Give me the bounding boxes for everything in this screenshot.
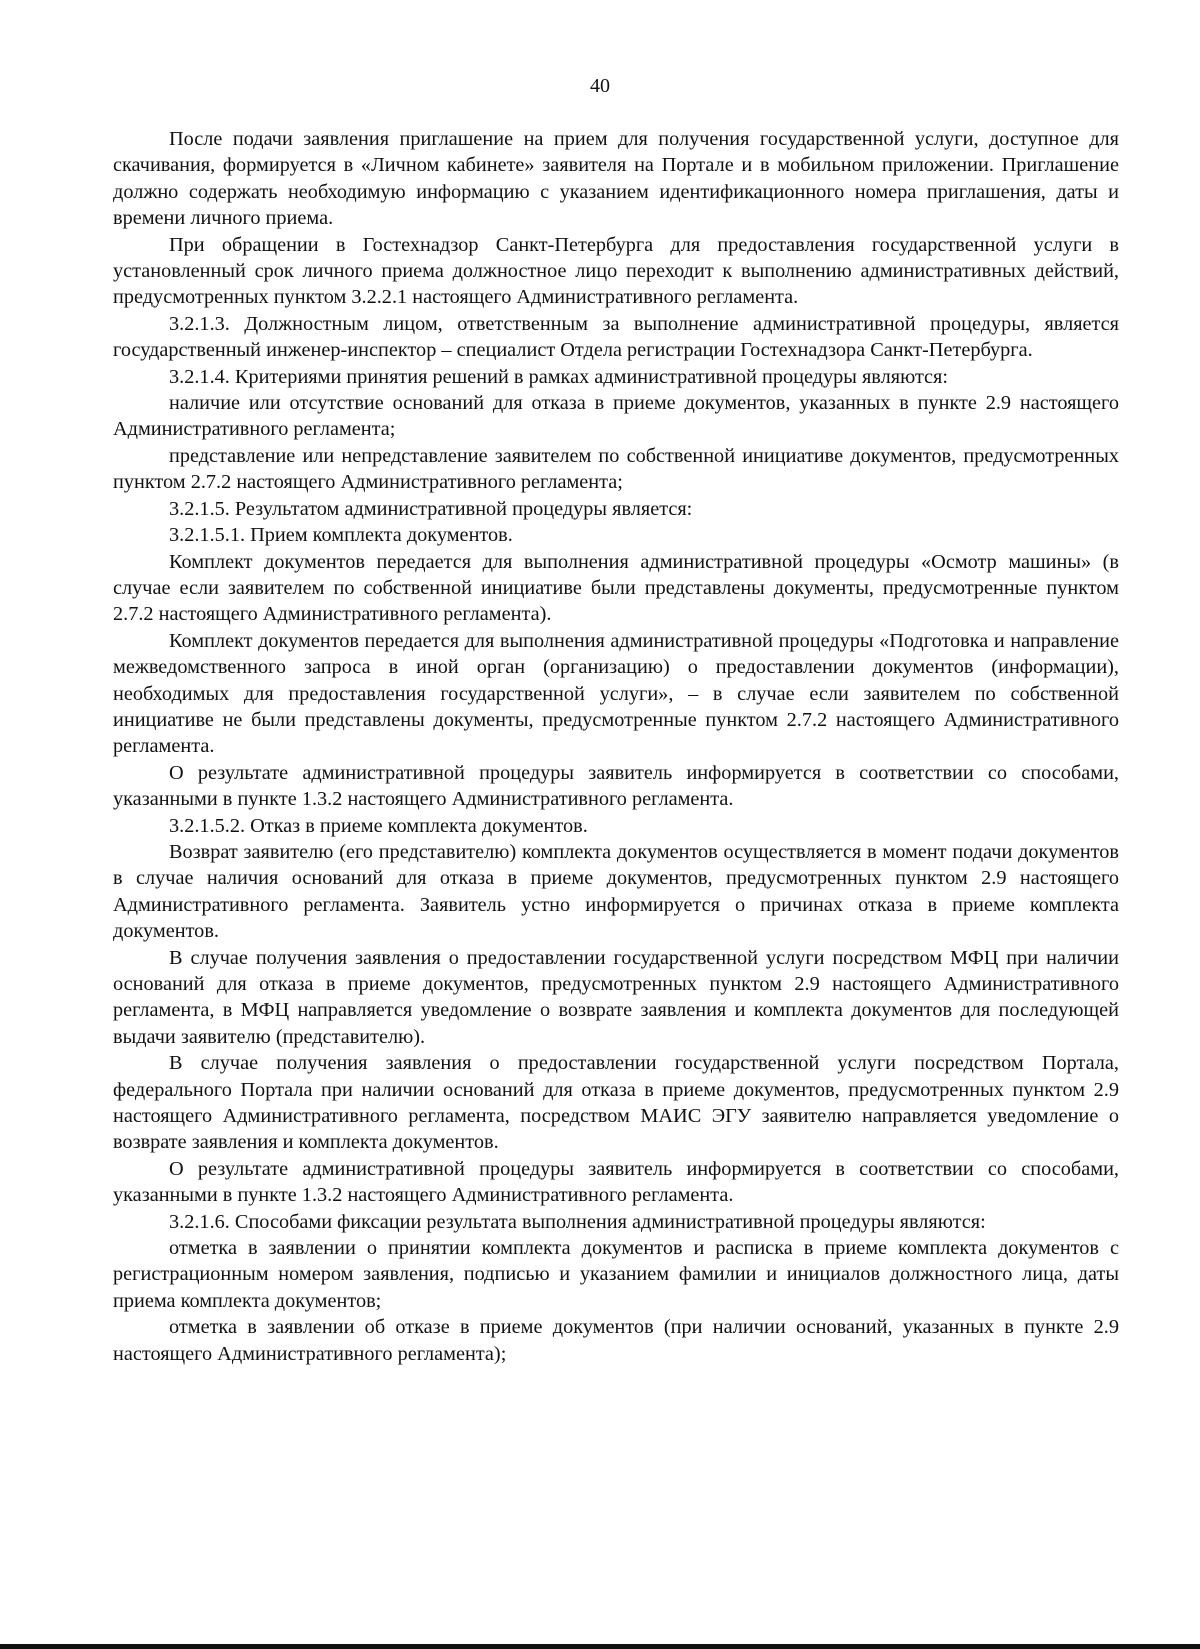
document-body (113, 126, 1119, 1367)
paragraph: Комплект документов передается для выполнения административной процедуры «Подготовка и направление межведомственного запроса в иной орган (организацию) о предоставлении документов (информации), необходимых для предоставления государственной услуги», – в случае если заявителем по собственной инициативе не были представлены документы, предусмотренные пунктом 2.7.2 настоящего Административного регламента. (113, 629, 1119, 758)
paragraph: При обращении в Гостехнадзор Санкт-Петербурга для предоставления государственной услуги в установленный срок личного приема должностное лицо переходит к выполнению административных действий, предусмотренных пунктом 3.2.2.1 настоящего Административного регламента. (113, 233, 1119, 309)
paragraph: 3.2.1.5. Результатом административной процедуры является: (169, 497, 693, 520)
paragraph: 3.2.1.5.2. Отказ в приеме комплекта документов. (169, 814, 588, 837)
paragraph: Возврат заявителю (его представителю) комплекта документов осуществляется в момент подачи документов в случае наличия оснований для отказа в приеме документов, предусмотренных пунктом 2.9 настоящего Административного регламента. Заявитель устно информируется о причинах отказа в приеме комплекта документов. (113, 840, 1119, 943)
paragraph: 3.2.1.6. Способами фиксации результата выполнения административной процедуры являются: (169, 1210, 986, 1233)
paragraph: О результате административной процедуры заявитель информируется в соответствии со способами, указанными в пункте 1.3.2 настоящего Административного регламента. (113, 761, 1119, 811)
paragraph: После подачи заявления приглашение на прием для получения государственной услуги, доступное для скачивания, формируется в «Личном кабинете» заявителя на Портале и в мобильном приложении. Приглашение должно содержать необходимую информацию с указанием идентификационного номера приглашения, даты и времени личного приема. (113, 128, 1119, 230)
scan-bottom-edge (0, 1644, 1200, 1649)
paragraph: О результате административной процедуры заявитель информируется в соответствии со способами, указанными в пункте 1.3.2 настоящего Административного регламента. (113, 1157, 1119, 1207)
page-number: 40 (590, 75, 610, 97)
paragraph: отметка в заявлении об отказе в приеме документов (при наличии оснований, указанных в пункте 2.9 настоящего Административного регламента); (113, 1316, 1119, 1365)
paragraph: В случае получения заявления о предоставлении государственной услуги посредством МФЦ при наличии оснований для отказа в приеме документов, предусмотренных пунктом 2.9 настоящего Административного регламента, в МФЦ направляется уведомление о возврате заявления и комплекта документов для последующей выдачи заявителю (представителю). (113, 946, 1119, 1048)
paragraph: Комплект документов передается для выполнения административной процедуры «Осмотр машины» (в случае если заявителем по собственной инициативе были представлены документы, предусмотренные пунктом 2.7.2 настоящего Административного регламента). (113, 550, 1119, 626)
paragraph: отметка в заявлении о принятии комплекта документов и расписка в приеме комплекта документов с регистрационным номером заявления, подписью и указанием фамилии и инициалов должностного лица, даты приема комплекта документов; (113, 1237, 1119, 1312)
paragraph: В случае получения заявления о предоставлении государственной услуги посредством Портала, федерального Портала при наличии оснований для отказа в приеме документов, предусмотренных пунктом 2.9 настоящего Административного регламента, посредством МАИС ЭГУ заявителю направляется уведомление о возврате заявления и комплекта документов. (113, 1052, 1119, 1154)
paragraph: наличие или отсутствие оснований для отказа в приеме документов, указанных в пункте 2.9 настоящего Административного регламента; (113, 392, 1119, 441)
paragraph: представление или непредставление заявителем по собственной инициативе документов, предусмотренных пунктом 2.7.2 настоящего Административного регламента; (113, 444, 1119, 494)
paragraph: 3.2.1.4. Критериями принятия решений в рамках административной процедуры являются: (169, 365, 949, 388)
paragraph: 3.2.1.3. Должностным лицом, ответственным за выполнение административной процедуры, является государственный инженер-инспектор – специалист Отдела регистрации Гостехнадзора Санкт-Петербурга. (113, 312, 1119, 362)
paragraph: 3.2.1.5.1. Прием комплекта документов. (169, 524, 513, 547)
